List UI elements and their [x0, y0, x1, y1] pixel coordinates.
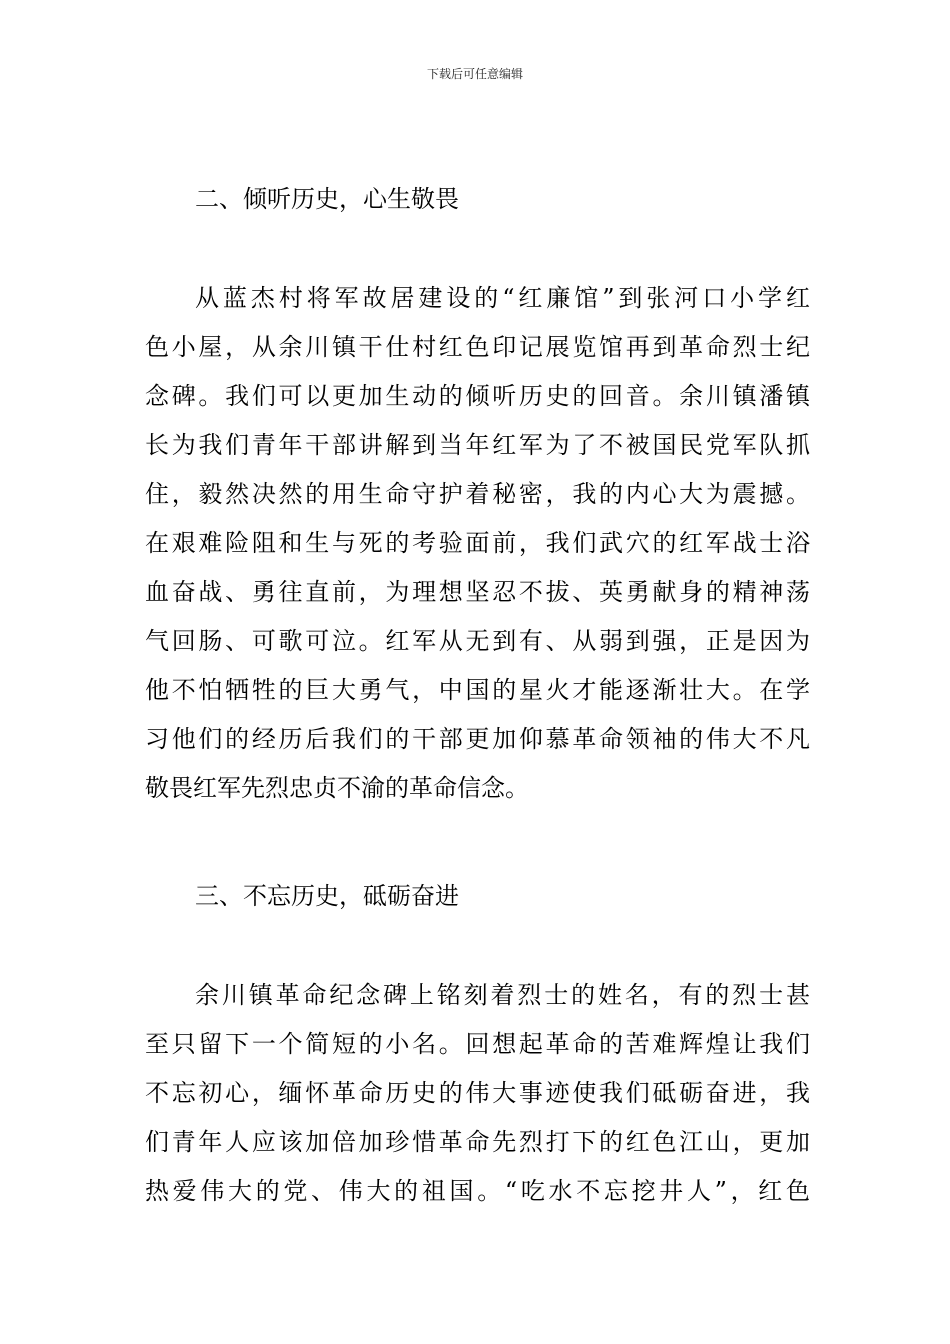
paragraph-line: 血奋战、勇往直前，为理想坚忍不拔、英勇献身的精神荡: [145, 578, 810, 606]
paragraph-line: 在艰难险阻和生与死的考验面前，我们武穴的红军战士浴: [145, 529, 810, 557]
paragraph-line: 从蓝杰村将军故居建设的“红廉馆”到张河口小学红: [195, 284, 810, 312]
paragraph-line: 长为我们青年干部讲解到当年红军为了不被国民党军队抓: [145, 431, 810, 459]
paragraph-line: 敬畏红军先烈忠贞不渝的革命信念。: [145, 774, 529, 802]
section-3-heading: 三、不忘历史，砥砺奋进: [195, 882, 459, 910]
paragraph-line: 他不怕牺牲的巨大勇气，中国的星火才能逐渐壮大。在学: [145, 676, 810, 704]
paragraph-line: 色小屋，从余川镇干仕村红色印记展览馆再到革命烈士纪: [145, 333, 810, 361]
paragraph-line: 们青年人应该加倍加珍惜革命先烈打下的红色江山，更加: [145, 1128, 810, 1156]
paragraph-line: 余川镇革命纪念碑上铭刻着烈士的姓名，有的烈士甚: [195, 981, 810, 1009]
paragraph-line: 念碑。我们可以更加生动的倾听历史的回音。余川镇潘镇: [145, 382, 810, 410]
page-header-note: 下载后可任意编辑: [426, 67, 523, 81]
paragraph-line: 至只留下一个简短的小名。回想起革命的苦难辉煌让我们: [145, 1030, 810, 1058]
paragraph-line: 气回肠、可歌可泣。红军从无到有、从弱到强，正是因为: [145, 627, 810, 655]
paragraph-line: 习他们的经历后我们的干部更加仰慕革命领袖的伟大不凡: [145, 725, 810, 753]
section-2-heading: 二、倾听历史，心生敬畏: [195, 185, 459, 213]
paragraph-line: 不忘初心，缅怀革命历史的伟大事迹使我们砥砺奋进，我: [145, 1079, 810, 1107]
section-2-paragraph: [145, 274, 810, 813]
paragraph-line: 热爱伟大的党、伟大的祖国。“吃水不忘挖井人”，红色: [145, 1177, 810, 1205]
paragraph-line: 住，毅然决然的用生命守护着秘密，我的内心大为震撼。: [145, 480, 810, 508]
section-3-paragraph: [145, 971, 810, 1216]
